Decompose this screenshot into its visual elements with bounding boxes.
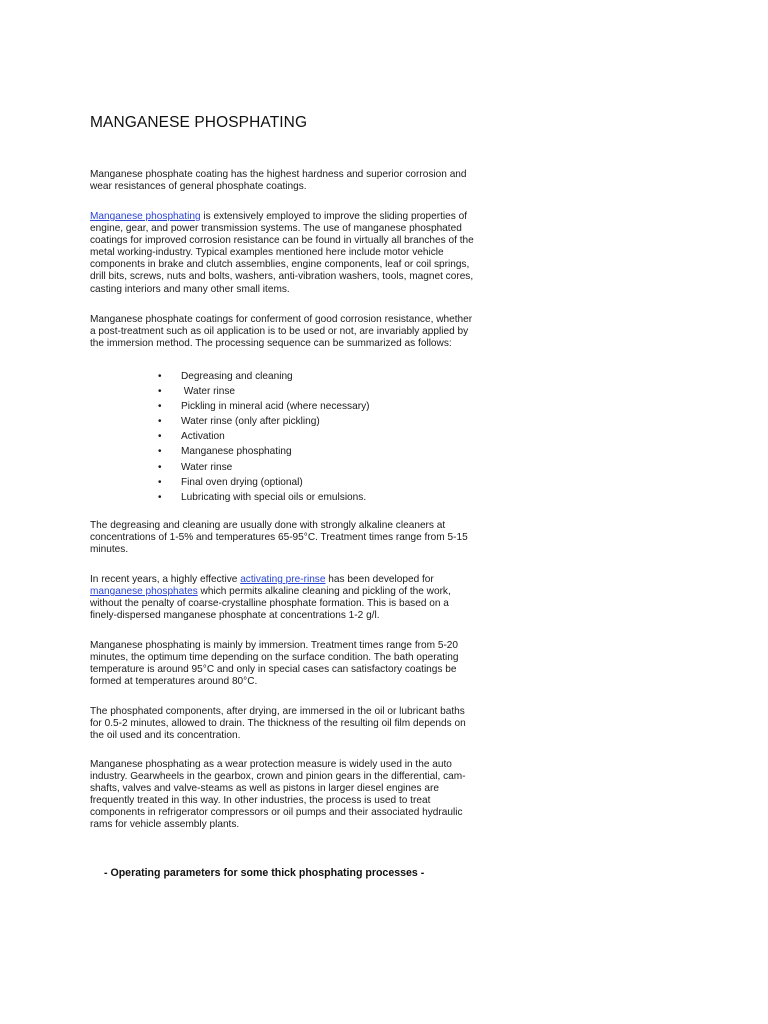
page-title: MANGANESE PHOSPHATING (90, 114, 308, 131)
bullet-icon: • (158, 476, 162, 488)
pre-rinse-text-c: which permits alkaline cleaning and pickling of the work, without the penalty of coarse-crystalline phosphate formation. This is based on a finely-dispersed manganese phosphate at concentrations 1-2 g/l. (90, 586, 451, 622)
manganese-phosphates-link[interactable]: manganese phosphates (90, 586, 198, 598)
processing-paragraph: Manganese phosphate coatings for conferment of good corrosion resistance, whether a post-treatment such as oil application is to be used or not, are invariably applied by the immersion method. The processing sequence can be summarized as follows: (90, 314, 473, 350)
immersion-paragraph: Manganese phosphating is mainly by immersion. Treatment times range from 5-20 minutes, the optimum time depending on the surface condition. The bath operating temperature is around 95°C and only in special cases can satisfactory coatings be formed at temperatures around 80°C. (90, 640, 459, 688)
pre-rinse-text-b: has been developed for (325, 574, 434, 585)
processing-step-label: Activation (181, 431, 225, 443)
processing-step (158, 490, 370, 505)
bullet-icon: • (158, 371, 162, 382)
processing-step (158, 429, 370, 444)
sliding-properties-paragraph (90, 211, 478, 296)
sliding-properties-text: is extensively employed to improve the sliding properties of engine, gear, and power transmission systems. The use of manganese phosphated coatings for improved corrosion resistance can be found in virtually all branches of the metal working-industry. Typical examples mentioned here include motor vehicle components in brake and clutch assemblies, engine components, leaf or coil springs, drill bits, screws, nuts and bolts, washers, anti-vibration washers, tools, magnet cores, casting interiors and many other small items. (90, 211, 474, 295)
oil-bath-paragraph: The phosphated components, after drying, are immersed in the oil or lubricant baths for 0.5-2 minutes, allowed to drain. The thickness of the resulting oil film depends on the oil used and its concentration. (90, 706, 466, 742)
processing-step-label: Pickling in mineral acid (where necessary) (181, 401, 370, 413)
bullet-icon: • (158, 431, 162, 443)
processing-step (158, 384, 370, 399)
pre-rinse-text-a: In recent years, a highly effective (90, 574, 241, 585)
wear-protection-paragraph: Manganese phosphating as a wear protection measure is widely used in the auto industry. Gearwheels in the gearbox, crown and pinion gears in the differential, cam-shafts, valves and valve-steams as well as pistons in larger diesel engines are frequently treated in this way. In other industries, the process is used to treat components in refrigerator compressors or oil pumps and their associated hydraulic rams for vehicle assembly plants. (90, 759, 466, 831)
processing-step-label: Water rinse (only after pickling) (181, 416, 320, 428)
operating-parameters-heading: - Operating parameters for some thick phosphating processes - (104, 867, 425, 879)
processing-step (158, 475, 370, 490)
activating-pre-rinse-link[interactable]: activating pre-rinse (240, 574, 326, 585)
processing-step-label: Water rinse (181, 461, 233, 473)
bullet-icon: • (158, 461, 162, 473)
processing-step-label: Degreasing and cleaning (181, 371, 293, 382)
processing-step (158, 460, 370, 475)
processing-step (158, 369, 370, 384)
processing-step (158, 399, 370, 414)
bullet-icon: • (158, 446, 162, 458)
processing-step (158, 414, 370, 429)
processing-steps-list (158, 369, 370, 505)
pre-rinse-paragraph (90, 574, 478, 622)
intro-paragraph: Manganese phosphate coating has the highest hardness and superior corrosion and wear resistances of general phosphate coatings. (90, 169, 467, 193)
bullet-icon: • (158, 416, 162, 428)
degreasing-paragraph: The degreasing and cleaning are usually done with strongly alkaline cleaners at concentrations of 1-5% and temperatures 65-95°C. Treatment times range from 5-15 minutes. (90, 520, 468, 556)
processing-step-label: Final oven drying (optional) (181, 476, 303, 488)
manganese-phosphating-link[interactable]: Manganese phosphating (90, 211, 201, 222)
processing-step-label: Water rinse (181, 386, 236, 398)
bullet-icon: • (158, 386, 162, 398)
bullet-icon: • (158, 401, 162, 413)
processing-step-label: Manganese phosphating (181, 446, 292, 458)
processing-step-label: Lubricating with special oils or emulsions. (181, 491, 367, 503)
processing-step (158, 444, 370, 459)
bullet-icon: • (158, 491, 162, 503)
